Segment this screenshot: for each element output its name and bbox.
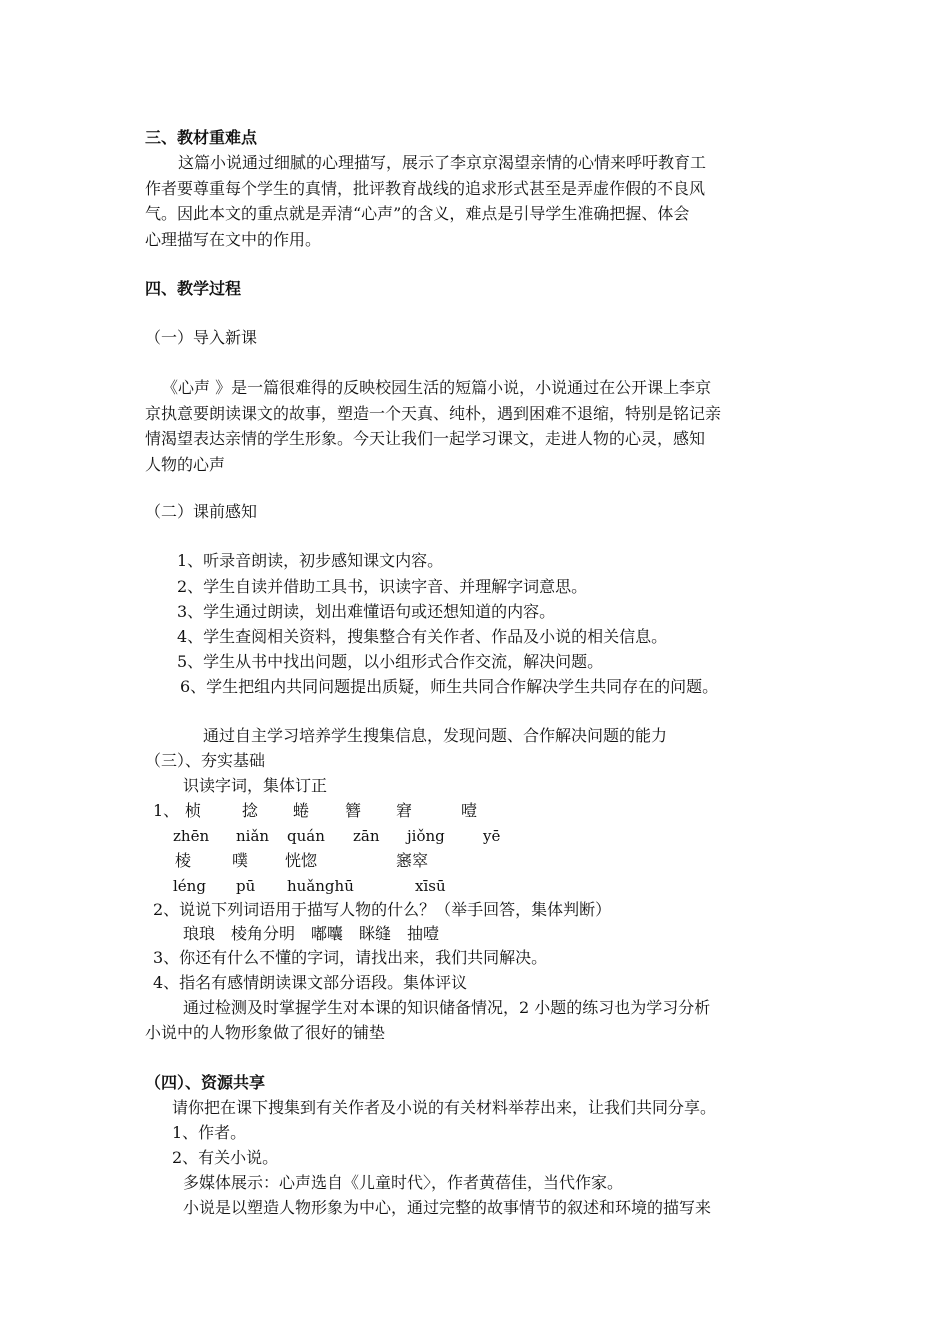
list-item: 1、作者。: [172, 1123, 247, 1142]
vocab-char: 桢: [185, 801, 202, 820]
vocab-pinyin: jiǒng: [407, 827, 445, 845]
vocab-char: 噗: [232, 851, 249, 870]
list-item: 6、学生把组内共同问题提出质疑，师生共同合作解决学生共同存在的问题。: [180, 677, 719, 696]
note-line: 小说中的人物形象做了很好的铺垫: [145, 1023, 386, 1042]
word-list: 琅琅 棱角分明 嘟囔 眯缝 抽噎: [183, 924, 440, 943]
vocab-pinyin: zhēn: [173, 827, 210, 845]
list-item: 1、听录音朗读，初步感知课文内容。: [177, 551, 444, 570]
vocab-pinyin: léng: [173, 877, 206, 895]
list-item: 5、学生从书中找出问题，以小组形式合作交流，解决问题。: [177, 652, 604, 671]
note-line: 通过检测及时掌握学生对本课的知识储备情况，2 小题的练习也为学习分析: [183, 998, 711, 1017]
subsection-title: （二）课前感知: [145, 502, 258, 521]
vocab-char: 簪: [345, 801, 362, 820]
paragraph-line: 小说是以塑造人物形象为中心，通过完整的故事情节的叙述和环境的描写来: [183, 1198, 712, 1217]
list-item: 3、学生通过朗读，划出难懂语句或还想知道的内容。: [177, 602, 556, 621]
paragraph-line: 气。因此本文的重点就是弄清“心声”的含义，难点是引导学生准确把握、体会: [145, 204, 690, 223]
subsection-title: （四）、资源共享: [145, 1073, 266, 1092]
list-item: 2、说说下列词语用于描写人物的什么？（举手回答，集体判断）: [153, 900, 612, 919]
paragraph-line: 心理描写在文中的作用。: [145, 230, 322, 249]
paragraph-line: 人物的心声: [145, 455, 226, 474]
vocab-pinyin: huǎnghū: [287, 877, 354, 895]
section-heading-4: 四、教学过程: [145, 279, 242, 298]
paragraph-line: 情渴望表达亲情的学生形象。今天让我们一起学习课文，走进人物的心灵，感知: [145, 429, 706, 448]
list-item: 2、学生自读并借助工具书，识读字音、并理解字词意思。: [177, 577, 588, 596]
vocab-pinyin: quán: [287, 827, 325, 845]
item-label: 1、: [153, 801, 180, 820]
vocab-char: 恍惚: [285, 851, 318, 870]
paragraph-line: 多媒体展示：心声选自《儿童时代〉，作者黄蓓佳，当代作家。: [183, 1173, 624, 1192]
subsection-title: （三）、夯实基础: [145, 751, 266, 770]
vocab-char: 棱: [175, 851, 192, 870]
vocab-char: 蜷: [293, 801, 310, 820]
paragraph-line: 《心声 》是一篇很难得的反映校园生活的短篇小说，小说通过在公开课上李京: [162, 378, 712, 397]
vocab-char: 捻: [242, 801, 259, 820]
paragraph-line: 这篇小说通过细腻的心理描写，展示了李京京渴望亲情的心情来呼吁教育工: [178, 153, 707, 172]
list-item: 3、你还有什么不懂的字词，请找出来，我们共同解决。: [153, 948, 548, 967]
subsection-title: （一）导入新课: [145, 328, 258, 347]
paragraph-line: 京执意要朗读课文的故事，塑造一个天真、纯朴，遇到困难不退缩，特别是铭记亲: [145, 404, 722, 423]
paragraph-line: 作者要尊重每个学生的真情，批评教育战线的追求形式甚至是弄虚作假的不良风: [145, 179, 706, 198]
vocab-pinyin: zān: [353, 827, 380, 845]
list-item: 4、学生查阅相关资料，搜集整合有关作者、作品及小说的相关信息。: [177, 627, 668, 646]
vocab-char: 窘: [396, 801, 413, 820]
vocab-char: 窸窣: [396, 851, 429, 870]
vocab-pinyin: pū: [236, 877, 256, 895]
vocab-pinyin: niǎn: [236, 827, 270, 845]
note-line: 通过自主学习培养学生搜集信息，发现问题、合作解决问题的能力: [203, 726, 668, 745]
section-heading-3: 三、教材重难点: [145, 128, 258, 147]
list-item: 2、有关小说。: [172, 1148, 279, 1167]
vocab-pinyin: yē: [483, 827, 501, 845]
vocab-char: 噎: [461, 801, 478, 820]
intro-line: 识读字词，集体订正: [183, 776, 328, 795]
vocab-pinyin: xīsū: [415, 877, 446, 895]
list-item: 4、指名有感情朗读课文部分语段。集体评议: [153, 973, 468, 992]
paragraph-line: 请你把在课下搜集到有关作者及小说的有关材料举荐出来，让我们共同分享。: [172, 1098, 717, 1117]
